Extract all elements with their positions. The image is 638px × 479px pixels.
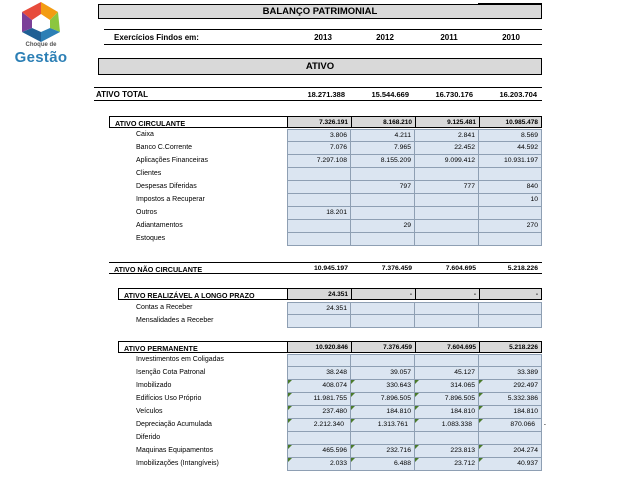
table-cell [287,393,351,406]
cell-marker-icon [288,419,292,423]
ativo-total-2010: 16.203.704 [499,90,537,99]
exercicios-label: Exercícios Findos em: [114,33,199,42]
cell-marker-icon [415,380,419,384]
permanente-2011: 7.604.695 [447,343,476,351]
row-label: Diferido [136,434,161,441]
table-cell [415,354,479,367]
table-cell [415,367,479,380]
table-cell [351,302,415,315]
table-cell [479,406,542,419]
logo-mark-icon [20,2,62,42]
cell-value: 314.065 [450,382,475,389]
table-row [0,181,638,194]
cell-value: 6.488 [393,460,411,467]
cell-marker-icon [479,393,483,397]
table-cell [415,432,479,445]
table-cell [351,220,415,233]
cell-value: 870.066 [510,421,535,428]
realizavel-2011: - [473,290,476,298]
table-cell [351,393,415,406]
cell-value: 8.155.209 [380,157,411,164]
cell-value: 22.452 [454,144,475,151]
cell-value: 237.480 [322,408,347,415]
logo-wordmark: Gestão [14,49,68,66]
table-cell [415,406,479,419]
table-cell [287,315,351,328]
row-label: Impostos a Recuperar [136,196,205,203]
table-cell [351,406,415,419]
table-cell [415,155,479,168]
cell-value: 5.332.386 [507,395,538,402]
cell-marker-icon [288,406,292,410]
cell-value: 29 [403,222,411,229]
realizavel-2012: - [409,290,412,298]
table-cell [479,168,542,181]
table-cell [351,458,415,471]
table-row [0,445,638,458]
row-label: Isenção Cota Patronal [136,369,206,376]
permanente-2010: 5.218.226 [509,343,538,351]
row-label: Outros [136,209,158,216]
table-cell [479,220,542,233]
cell-marker-icon [288,380,292,384]
cell-value: 45.127 [454,369,475,376]
circulante-2012: 8.168.210 [383,118,412,126]
table-row [0,432,638,445]
table-cell [415,181,479,194]
row-label: Clientes [136,170,162,177]
cell-value: 7.076 [329,144,347,151]
table-cell [351,207,415,220]
cell-value: 777 [463,183,475,190]
table-cell [287,194,351,207]
row-label: Banco C.Corrente [136,144,193,151]
row-label: Despesas Diferidas [136,183,197,190]
table-cell [351,367,415,380]
cell-value: 23.712 [454,460,475,467]
realizavel-label: ATIVO REALIZÁVEL A LONGO PRAZO [124,290,255,300]
table-cell [479,302,542,315]
ativo-total-2013: 18.271.388 [307,90,345,99]
table-cell [479,129,542,142]
cell-value: 7.896.505 [380,395,411,402]
cell-marker-icon [415,419,419,423]
cell-value: 3.806 [329,132,347,139]
permanente-label: ATIVO PERMANENTE [124,343,198,353]
table-cell [479,181,542,194]
nao-circulante-2011: 7.604.695 [445,264,476,272]
table-cell [287,458,351,471]
nao-circulante-header [109,262,542,274]
circulante-2010: 10.985.478 [505,118,538,126]
cell-value: 33.389 [517,369,538,376]
nao-circulante-2012: 7.376.459 [381,264,412,272]
cell-value: 184.810 [513,408,538,415]
year-2010: 2010 [502,33,520,42]
table-cell [415,168,479,181]
row-label: Estoques [136,235,166,242]
cell-marker-icon [351,406,355,410]
table-cell [415,207,479,220]
cell-marker-icon [415,445,419,449]
table-cell [479,393,542,406]
table-cell [479,419,546,432]
cell-value: 223.813 [450,447,475,454]
cell-value: 184.810 [450,408,475,415]
table-row [0,168,638,181]
table-cell [415,315,479,328]
ativo-section-title: ATIVO [98,58,542,75]
table-cell [415,302,479,315]
cell-value: 18.201 [326,209,347,216]
cell-value: 1.083.338 [441,421,472,428]
table-cell [287,155,351,168]
table-cell [479,194,542,207]
table-cell [479,380,542,393]
table-cell [479,233,542,246]
cell-value: 39.057 [390,369,411,376]
table-cell [479,367,542,380]
nao-circulante-2010: 5.218.226 [507,264,538,272]
table-cell [479,354,542,367]
cell-marker-icon [415,406,419,410]
cell-marker-icon [288,458,292,462]
logo-subtitle: Choque de [25,42,57,48]
row-label: Contas a Receber [136,304,193,311]
table-cell [287,142,351,155]
realizavel-2013: 24.351 [328,290,348,298]
circulante-2013: 7.326.191 [319,118,348,126]
table-cell [287,406,351,419]
cell-marker-icon [479,458,483,462]
circulante-2011: 9.125.481 [447,118,476,126]
ativo-total-label: ATIVO TOTAL [96,90,148,99]
realizavel-2010: - [535,290,538,298]
table-cell [351,380,415,393]
table-cell [287,302,351,315]
cell-value: 8.569 [520,132,538,139]
table-cell [351,168,415,181]
circulante-header [109,116,542,128]
cell-value: 465.596 [322,447,347,454]
exercicios-row [104,29,542,45]
table-cell [287,445,351,458]
cell-value: 4.211 [394,132,411,139]
cell-value: 44.592 [517,144,538,151]
table-cell [479,155,542,168]
table-cell [351,142,415,155]
realizavel-header [118,288,542,300]
table-cell [351,315,415,328]
table-cell [415,142,479,155]
row-label: Edifícios Uso Próprio [136,395,202,402]
cell-value: 7.965 [393,144,411,151]
row-label: Adiantamentos [136,222,183,229]
row-label: Aplicações Financeiras [136,157,208,164]
cell-marker-icon [479,380,483,384]
report-title: BALANÇO PATRIMONIAL [98,4,542,19]
cell-marker-icon [288,393,292,397]
cell-value: 408.074 [322,382,347,389]
permanente-2012: 7.376.459 [383,343,412,351]
row-label: Maquinas Equipamentos [136,447,214,454]
table-cell [479,207,542,220]
table-cell [415,194,479,207]
table-row [0,194,638,207]
table-cell [479,142,542,155]
row-label: Imobilizado [136,382,172,389]
cell-marker-icon [479,406,483,410]
row-label: Veículos [136,408,163,415]
table-row [0,207,638,220]
logo [8,2,74,72]
cell-marker-icon [479,419,483,423]
table-row [0,220,638,233]
cell-value: 11.981.755 [313,395,347,402]
row-label: Caixa [136,131,154,138]
table-cell [415,129,479,142]
cell-value: 797 [399,183,411,190]
table-cell [287,419,351,432]
table-row [0,354,638,367]
table-cell [415,393,479,406]
table-cell [479,432,542,445]
table-cell [287,233,351,246]
row-label: Depreciação Acumulada [136,421,212,428]
table-cell [351,129,415,142]
table-row [0,393,638,406]
nao-circulante-label: ATIVO NÃO CIRCULANTE [114,264,203,274]
table-row [0,458,638,471]
table-cell [287,432,351,445]
table-cell [351,445,415,458]
cell-value: 270 [526,222,538,229]
row-label: Imobilizações (Intangíveis) [136,460,219,467]
cell-value: 7.297.108 [316,157,347,164]
circulante-label: ATIVO CIRCULANTE [115,118,186,128]
table-cell [351,419,415,432]
table-row [0,129,638,142]
row-label: Mensalidades a Receber [136,317,214,324]
table-cell [287,129,351,142]
cell-value: 9.099.412 [444,157,475,164]
table-row [0,315,638,328]
cell-value: 232.716 [386,447,411,454]
cell-value: 840 [526,183,538,190]
table-cell [351,233,415,246]
year-2013: 2013 [314,33,332,42]
table-cell [351,354,415,367]
table-cell [415,220,479,233]
cell-marker-icon [351,380,355,384]
table-cell [287,354,351,367]
table-cell [479,458,542,471]
table-row [0,367,638,380]
nao-circulante-2013: 10.945.197 [313,264,348,272]
cell-value: 7.896.505 [444,395,475,402]
year-2011: 2011 [440,33,458,42]
ativo-total-2011: 16.730.176 [435,90,473,99]
table-row [0,419,638,432]
table-row [0,233,638,246]
permanente-2013: 10.920.846 [315,343,348,351]
table-cell [287,168,351,181]
table-cell [351,194,415,207]
cell-value: 292.497 [513,382,538,389]
cell-value: 24.351 [326,305,347,312]
table-row [0,302,638,315]
table-cell [415,458,479,471]
cell-value: 330.643 [386,382,411,389]
permanente-header [118,341,542,353]
cell-marker-icon [288,445,292,449]
cell-marker-icon [415,458,419,462]
cell-value: 204.274 [513,447,538,454]
table-cell [287,181,351,194]
cell-value: 40.937 [517,460,538,467]
table-cell [351,432,415,445]
cell-value: 2.033 [329,460,347,467]
cell-marker-icon [351,445,355,449]
cell-value: 1.313.761 [377,421,408,428]
table-row [0,406,638,419]
row-label: Investimentos em Coligadas [136,356,224,363]
table-cell [351,181,415,194]
table-row [0,380,638,393]
table-cell [287,367,351,380]
table-cell [415,445,479,458]
cell-value: 38.248 [326,369,347,376]
table-cell [415,380,479,393]
ativo-total-row [94,87,542,101]
table-cell [287,220,351,233]
year-2012: 2012 [376,33,394,42]
cell-marker-icon [351,393,355,397]
table-cell [479,445,542,458]
cell-value: 10.931.197 [503,157,538,164]
ativo-total-2012: 15.544.669 [371,90,409,99]
table-row [0,155,638,168]
cell-marker-icon [351,419,355,423]
table-cell [415,233,479,246]
cell-value: 2.841 [457,132,475,139]
cell-value: 10 [530,196,538,203]
cell-marker-icon [479,445,483,449]
table-cell [287,380,351,393]
table-cell [351,155,415,168]
negative-sign: - [543,421,546,428]
cell-marker-icon [351,458,355,462]
cell-marker-icon [415,393,419,397]
cell-value: 184.810 [386,408,411,415]
table-row [0,142,638,155]
table-cell [415,419,479,432]
table-cell [479,315,542,328]
cell-value: 2.212.340 [313,421,344,428]
table-cell [287,207,351,220]
